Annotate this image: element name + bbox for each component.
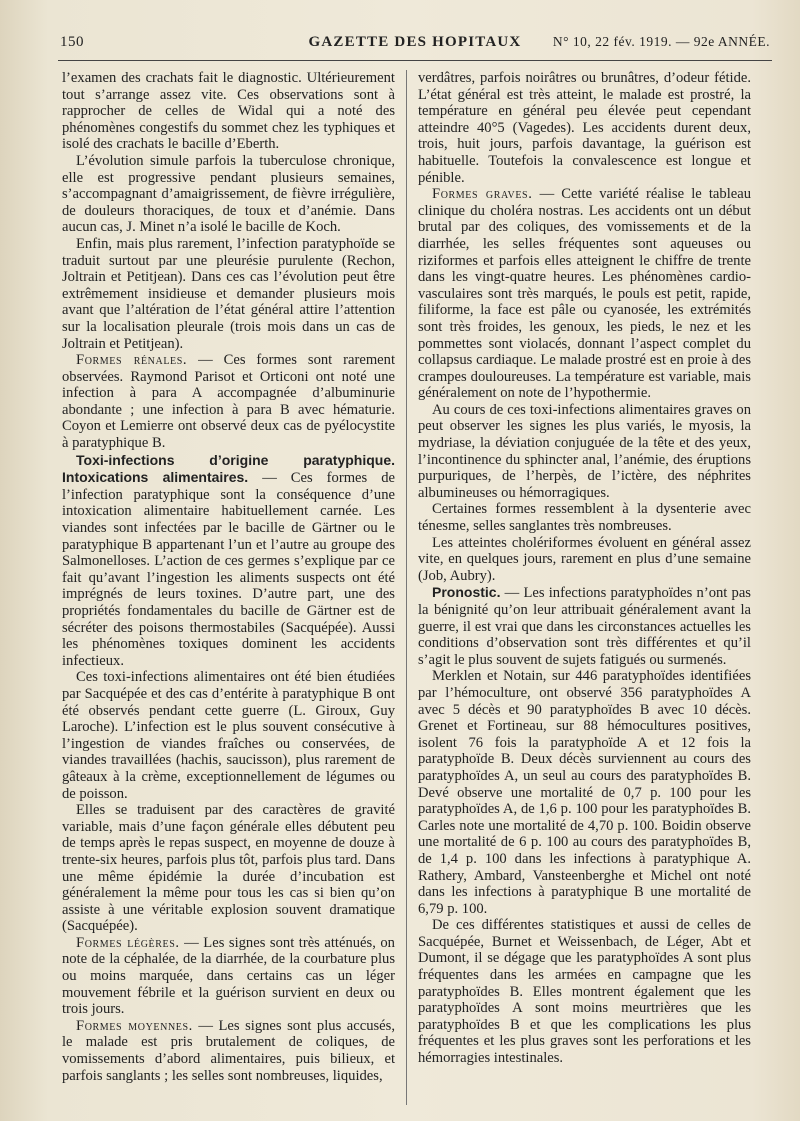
paragraph-text: — Les signes sont très atténués, on note de la céphalée, de la diarrhée, de la courbature plus ou moins marquée, dans certains cas un léger mouvement fébrile et la guérison survient en deux ou trois jours.: [62, 934, 395, 1018]
paragraph: [418, 186, 751, 402]
paragraph: [62, 452, 395, 670]
header-rule: [58, 60, 772, 61]
column-divider: [406, 70, 407, 1105]
paragraph-text: L’évolution simule parfois la tuberculose chronique, elle est progressive pendant plusieurs semaines, s’accompagnant d’amaigrissement, de fièvre irrégulière, de douleurs thoraciques, de toux et d’anémie. Dans aucun cas, J. Minet n’a isolé le bacille de Koch.: [62, 152, 395, 236]
paragraph-text: De ces différentes statistiques et aussi de celles de Sacquépée, Burnet et Weissenbach, de Léger, Abt et Dumont, il se dégage que les paratyphoïdes A sont plus fréquentes dans les armées en campagne que les paratyphoïdes B. Elles montrent également que les paratyphoïdes A sont moins meurtrières que les paratyphoïdes B et que les complications les plus fréquentes et les plus graves sont les perforations et les hémorragies intestinales.: [418, 917, 751, 1067]
paragraph-text: Merklen et Notain, sur 446 paratyphoïdes identifiées par l’hémoculture, ont observé 356 paratyphoïdes A avec 5 décès et 90 paratyphoïdes B avec 10 décès. Grenet et Fortineau, sur 88 hémocultures positives, isolent 76 fois la paratyphoïde A et 12 fois la paratyphoïde B. Deux décès surviennent au cours des paratyphoïdes A, un seul au cours des paratyphoïdes B. Devé observe une mortalité de 0,7 p. 100 pour les paratyphoïdes A, de 1,6 p. 100 pour les paratyphoïdes B. Carles note une mortalité de 4,70 p. 100. Boidin observe une mortalité de 6 p. 100 au cours des paratyphoïdes B, de 1,4 p. 100 dans les infections à paratyphique A. Rathery, Ambard, Vansteenberghe et Michel ont noté dans les infections à paratyphique B une mortalité de 6,79 p. 100.: [418, 668, 751, 917]
paragraph-text: Elles se traduisent par des caractères de gravité variable, mais d’une façon générale elles débutent peu de temps après le repas suspect, en moyenne de douze à trente-six heures, parfois plus tôt, parfois plus tard. Dans une même épidémie la durée d’incubation est généralement la même pour tous les cas si bien qu’on assiste à une véritable explosion souvent dramatique (Sacquépée).: [62, 802, 395, 935]
paragraph: [418, 584, 751, 668]
paragraph: [418, 501, 751, 534]
paragraph-text: Les atteintes cholériformes évoluent en général assez vite, en quelques jours, rarement en plus d’une semaine (Job, Aubry).: [418, 534, 751, 584]
paragraph: [418, 402, 751, 502]
right-column: [418, 70, 751, 1105]
section-heading: Pronostic.: [432, 584, 501, 601]
paragraph-text: — Cette variété réalise le tableau clinique du choléra nostras. Les accidents ont un début brutal par des coliques, des vomissements et de la diarrhée, les selles fréquentes sont aqueuses ou riziformes et parfois elles atteignent le chiffre de trente dans les vingt-quatre heures. Les phénomènes cardio-vasculaires sont très marqués, le pouls est petit, rapide, filiforme, la face est pâle ou cyanosée, les extrémités sont très froides, les genoux, les pieds, le nez et les pommettes sont violacés, donnant l’aspect complet du collapsus cardiaque. Le malade prostré est en proie à des crampes douloureuses. La température est variable, mais généralement on note de l’hypothermie.: [418, 186, 751, 402]
paragraph-text: Au cours de ces toxi-infections alimentaires graves on peut observer les signes les plus variés, le myosis, la mydriase, la déviation conjuguée de la tête et des yeux, l’incontinence du sphincter anal, l’anémie, des éruptions purpuriques, de l’herpès, de l’ictère, des néphrites albumineuses ou hémorragiques.: [418, 401, 751, 501]
page-number: 150: [60, 34, 84, 50]
subsection-heading: Formes rénales.: [76, 352, 188, 369]
paragraph-text: verdâtres, parfois noirâtres ou brunâtres, d’odeur fétide. L’état général est très atteint, le malade est prostré, la température en général peu élevée peut cependant atteindre 40°5 (Vagedes). Les accidents durent deux, trois, huit jours, parfois davantage, la guérison est habituelle. Toutefois la convalescence est longue et pénible.: [418, 70, 751, 186]
paragraph-text: — Ces formes sont rarement observées. Raymond Parisot et Orticoni ont noté une infection à para A accompagnée d’albuminurie abondante ; une infection à para B avec hématurie. Coyon et Lemierre ont observé deux cas de pyélocystite à paratyphique B.: [62, 352, 395, 452]
paragraph: [62, 1018, 395, 1084]
paragraph: [62, 70, 395, 153]
paragraph-text: Ces toxi-infections alimentaires ont été bien étudiées par Sacquépée et des cas d’entérite à paratyphique B ont été observés pendant cette guerre (L. Giroux, Guy Laroche). L’infection est le plus souvent consécutive à l’ingestion de viandes fraîches ou conservées, de viandes travaillées (hachis, saucisson), plus rarement de gâteaux à la crème, exceptionnellement de légumes ou de poisson.: [62, 669, 395, 802]
paragraph: [62, 669, 395, 802]
subsection-heading: Formes légères.: [76, 934, 180, 951]
paragraph: [418, 70, 751, 186]
paragraph-text: Enfin, mais plus rarement, l’infection paratyphoïde se traduit surtout par une pleurésie purulente (Rechon, Joltrain et Petitjean). Dans ces cas l’évolution peut être extrêmement insidieuse et demander plusieurs mois avant que l’altération de l’état général attire l’attention sur la localisation pleurale (trois mois dans un cas de Joltrain et Petitjean).: [62, 235, 395, 352]
subsection-heading: Formes graves.: [432, 186, 533, 203]
paragraph-text: Certaines formes ressemblent à la dysenterie avec ténesme, selles sanglantes très nombreuses.: [418, 501, 751, 535]
journal-title: GAZETTE DES HOPITAUX: [308, 34, 522, 50]
left-column: [62, 70, 395, 1105]
paragraph: [62, 236, 395, 352]
paragraph: [418, 668, 751, 917]
subsection-heading: Formes moyennes.: [76, 1017, 193, 1034]
issue-info: N° 10, 22 fév. 1919. — 92e ANNÉE.: [552, 34, 770, 49]
paragraph-text: l’examen des crachats fait le diagnostic. Ultérieurement tout s’arrange assez vite. Ces observations sont à rapprocher de celles de Widal qui a noté des phénomènes congestifs du sommet chez les typhiques et isolé des crachats le bacille d’Eberth.: [62, 70, 395, 153]
page-header: [60, 34, 770, 58]
paragraph: [418, 535, 751, 585]
paragraph: [62, 352, 395, 452]
paragraph: [62, 935, 395, 1018]
paragraph: [62, 153, 395, 236]
paragraph-text: — Ces formes de l’infection paratyphique sont la conséquence d’une intoxication alimentaire habituellement carnée. Les viandes sont infectées par le bacille de Gärtner ou le paratyphique B appartenant l’un et l’autre au groupe des Salmonelloses. L’action de ces germes s’explique par ce fait qu’avant l’ingestion les aliments suspects ont été imprégnés de leurs toxines. D’autre part, une des propriétés fondamentales du bacille de Gärtner est de sécréter des poisons thermostabiles (Sacquépée). Aussi les phénomènes toxiques dominent les accidents infectieux.: [62, 470, 395, 669]
paragraph: [418, 917, 751, 1066]
paragraph-text: — Les signes sont plus accusés, le malade est pris brutalement de coliques, de vomissements d’abord alimentaires, puis bilieux, et parfois sanglants ; les selles sont nombreuses, liquides,: [62, 1017, 395, 1084]
paragraph: [62, 802, 395, 935]
section-heading: Toxi-infections d’origine paratyphique. Intoxications alimentaires.: [62, 451, 395, 486]
paragraph-text: — Les infections paratyphoïdes n’ont pas la bénignité qu’on leur attribuait généralement avant la guerre, il est vrai que dans les circonstances actuelles les conditions d’observation sont très différentes et qu’il s’agit le plus souvent de sujets fatigués ou surmenés.: [418, 585, 751, 668]
